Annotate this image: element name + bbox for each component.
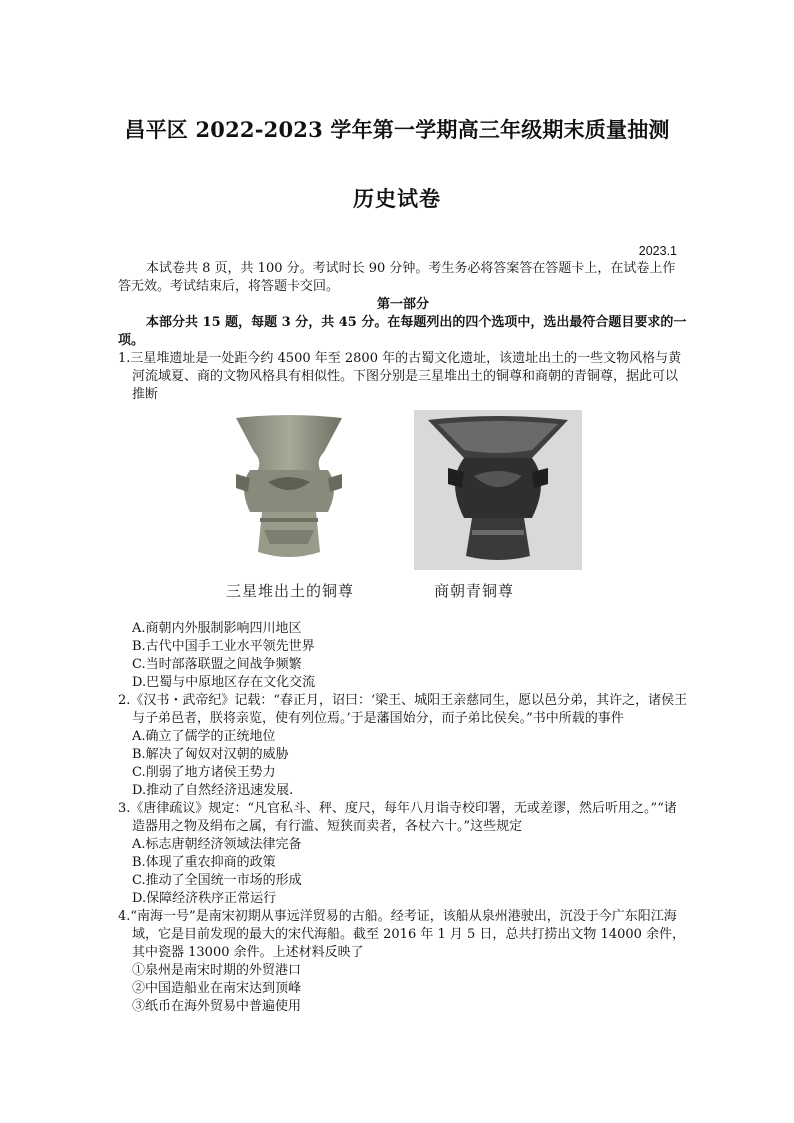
exam-date: 2023.1 [638,244,677,258]
option-c: C.削弱了地方诸侯王势力 [132,765,276,780]
question-stem: 2.《汉书・武帝纪》记载：“春正月，诏曰：‘梁王、城阳王亲慈同生，愿以邑分弟，其许之，诸侯王与子弟邑者，朕将亲览，使有列位焉。’于是藩国始分，而子弟比侯矣。”书中所载的事件 [118,693,688,726]
option-b: B.解决了匈奴对汉朝的威胁 [132,747,289,762]
option-d: D.巴蜀与中原地区存在文化交流 [132,675,316,690]
option-c: C.当时部落联盟之间战争频繁 [132,657,302,672]
exam-body [118,260,688,1016]
question-1 [118,350,688,692]
part-instruction: 本部分共 15 题，每题 3 分，共 45 分。在每题列出的四个选项中，选出最符合题目要求的一项。 [118,315,687,348]
sanxingdui-bronze-zun-image [228,412,350,567]
option-d: D.保障经济秩序正常运行 [132,891,277,906]
question-stem: 4.“南海一号”是南宋初期从事远洋贸易的古船。经考证，该船从泉州港驶出，沉没于今广东阳江海域，它是目前发现的最大的宋代海船。截至 2016 年 1 月 5 日，总共打捞出文物 14000 余件，其中瓷器 13000 余件。上述材料反映了 [118,909,686,960]
part-title: 第一部分 [376,297,429,312]
sub-option-3: ③纸币在海外贸易中普遍使用 [132,999,302,1014]
caption-sanxingdui: 三星堆出土的铜尊 [226,582,355,600]
option-a: A.标志唐朝经济领域法律完备 [132,837,302,852]
question-stem: 3.《唐律疏议》规定：“凡官私斗、秤、度尺，每年八月诣寺校印署，无或差谬，然后听用之。”“诸造器用之物及绢布之属，有行滥、短狭而卖者，各杖六十。”这些规定 [118,801,677,834]
caption-shang: 商朝青铜尊 [434,582,515,600]
sub-option-1: ①泉州是南宋时期的外贸港口 [132,963,302,978]
question-2 [118,692,688,800]
option-c: C.推动了全国统一市场的形成 [132,873,302,888]
option-b: B.古代中国手工业水平领先世界 [132,639,315,654]
option-a: A.确立了儒学的正统地位 [132,729,276,744]
shang-bronze-zun-image [414,410,582,570]
exam-title: 昌平区 2022-2023 学年第一学期高三年级期末质量抽测 [124,117,670,142]
option-b: B.体现了重农抑商的政策 [132,855,276,870]
sub-option-2: ②中国造船业在南宋达到顶峰 [132,981,302,996]
option-d: D.推动了自然经济迅速发展. [132,783,294,798]
exam-subtitle: 历史试卷 [353,186,441,211]
question-stem: 1.三星堆遗址是一处距今约 4500 年至 2800 年的古蜀文化遗址，该遗址出土的一些文物风格与黄河流域夏、商的文物风格具有相似性。下图分别是三星堆出土的铜尊和商朝的青铜尊，据此可以推断 [118,351,682,402]
intro-paragraph: 本试卷共 8 页，共 100 分。考试时长 90 分钟。考生务必将答案答在答题卡上，在试卷上作答无效。考试结束后，将答题卡交回。 [118,261,676,294]
question-3 [118,800,688,908]
option-a: A.商朝内外服制影响四川地区 [132,621,302,636]
question-images [118,410,688,616]
question-4 [118,908,688,1016]
